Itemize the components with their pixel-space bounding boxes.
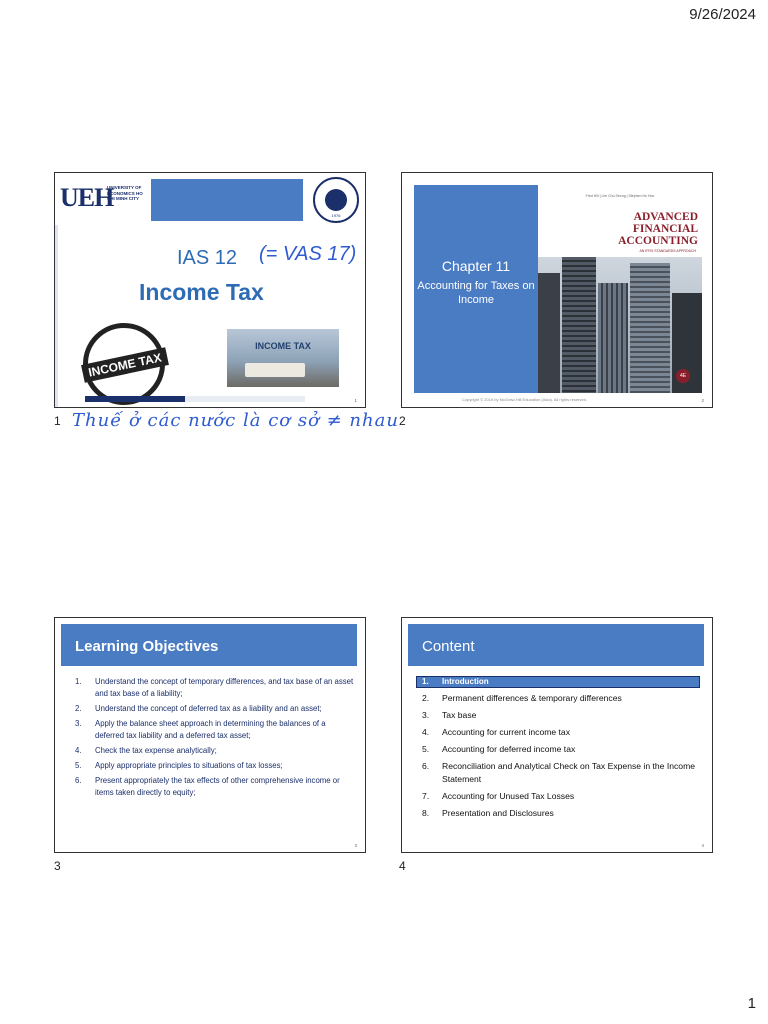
footer-bar-light (185, 396, 305, 402)
item-number: 2. (75, 704, 82, 713)
list-item (416, 760, 706, 786)
objectives-list (67, 676, 355, 802)
list-item (67, 703, 355, 715)
list-item (67, 775, 355, 799)
list-item (416, 807, 706, 820)
book-authors: Fred Hill | Lim Chu Seong | Stephen Ho Hoo (585, 194, 655, 198)
slide-heading: Learning Objectives (75, 638, 219, 655)
item-number: 2. (422, 693, 430, 703)
item-text: Accounting for current income tax (442, 727, 571, 737)
slide-number-3: 3 (54, 859, 61, 873)
item-text: Present appropriately the tax effects of other comprehensive income or items taken directly to equity; (95, 776, 340, 797)
slide-number-1: 1 (54, 414, 61, 428)
slide-1 (54, 172, 366, 408)
slide-2 (401, 172, 713, 408)
print-date: 9/26/2024 (689, 6, 756, 23)
item-text: Understand the concept of deferred tax as a liability and an asset; (95, 704, 322, 713)
content-list (416, 692, 706, 824)
item-text: Accounting for Unused Tax Losses (442, 791, 575, 801)
page-number: 1 (747, 995, 756, 1012)
item-text: Accounting for deferred income tax (442, 744, 576, 754)
chapter-subtitle: Accounting for Taxes on Income (417, 280, 535, 306)
item-number: 5. (422, 744, 430, 754)
copyright-notice: Copyright © 2019 by McGraw-Hill Education (Asia). All rights reserved. (462, 397, 587, 402)
item-number: 7. (422, 791, 430, 801)
handwritten-note: (= VAS 17) (259, 243, 357, 265)
book-pages-icon (245, 363, 305, 377)
seal-year: 1976 (331, 213, 341, 218)
standard-code: IAS 12 (177, 247, 238, 269)
book-title (538, 211, 698, 247)
item-number: 6. (422, 761, 430, 771)
slide-number-2: 2 (399, 414, 406, 428)
header-banner (151, 179, 303, 221)
income-tax-photo (227, 329, 339, 387)
item-text: Check the tax expense analytically; (95, 746, 217, 755)
book-title-line: ADVANCED (633, 211, 698, 223)
book-title-line: ACCOUNTING (618, 235, 698, 247)
slide-3 (54, 617, 366, 853)
income-tax-stamp (83, 323, 165, 405)
chapter-title: Chapter 11 (441, 258, 511, 274)
book-title-line: FINANCIAL (632, 223, 698, 235)
building-shape (630, 263, 670, 393)
stamp-label: INCOME TAX (81, 347, 169, 382)
book-approach: AN IFRS STANDARDS APPROACH (639, 249, 696, 253)
item-number: 3. (75, 719, 82, 728)
item-number: 8. (422, 808, 430, 818)
item-text: Tax base (442, 710, 477, 720)
footer-bar (85, 396, 185, 402)
item-number: 1. (75, 677, 82, 686)
university-seal (313, 177, 359, 223)
list-item (67, 718, 355, 742)
slide-page-number: 2 (701, 398, 704, 403)
item-text: Apply the balance sheet approach in determining the balances of a deferred tax liability and a deferred tax asset; (95, 719, 326, 740)
item-number: 4. (75, 746, 82, 755)
book-cover (538, 185, 702, 393)
handwritten-caption: Thuế ở các nước là cơ sở ≠ nhau (72, 410, 399, 431)
slide-title: Income Tax (139, 279, 264, 305)
left-accent (55, 225, 58, 408)
item-number: 4. (422, 727, 430, 737)
list-item (416, 743, 706, 756)
slide-page-number: 4 (701, 843, 704, 848)
photo-label: INCOME TAX (255, 341, 311, 351)
list-item (67, 745, 355, 757)
item-text: Reconciliation and Analytical Check on Tax Expense in the Income Statement (442, 761, 696, 784)
highlighted-number: 1. (422, 677, 429, 686)
item-text: Presentation and Disclosures (442, 808, 554, 818)
ueh-logo-subtext: UNIVERSITY OF ECONOMICS HO CHI MINH CITY (107, 185, 143, 201)
ueh-logo: UEH (60, 183, 114, 212)
building-shape (598, 283, 628, 393)
slide-number-4: 4 (399, 859, 406, 873)
list-item (416, 692, 706, 705)
list-item (67, 676, 355, 700)
item-number: 3. (422, 710, 430, 720)
list-item (416, 790, 706, 803)
item-text: Apply appropriate principles to situations of tax losses; (95, 761, 283, 770)
item-text: Understand the concept of temporary differences, and tax base of an asset and tax base of a liability; (95, 677, 354, 698)
slide-4 (401, 617, 713, 853)
slide-page-number: 3 (354, 843, 357, 848)
slide-heading: Content (422, 638, 475, 655)
edition-badge: 4E (676, 369, 690, 383)
slide-page-number: 1 (354, 398, 357, 403)
list-item (416, 726, 706, 739)
list-item (67, 760, 355, 772)
list-item (416, 709, 706, 722)
item-number: 6. (75, 776, 82, 785)
building-shape (562, 257, 596, 393)
item-number: 5. (75, 761, 82, 770)
item-text: Permanent differences & temporary differences (442, 693, 622, 703)
highlighted-text: Introduction (442, 677, 489, 686)
building-shape (538, 273, 560, 393)
seal-emblem-icon (325, 189, 347, 211)
